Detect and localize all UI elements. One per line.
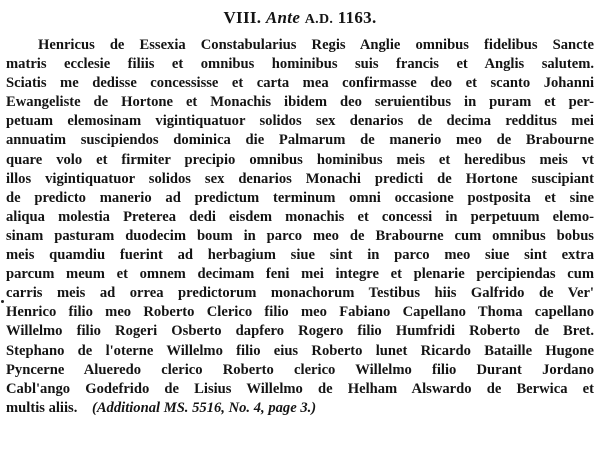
text-line: aliqua molestia Preterea dedi eisdem monachis et concessi in perpetuum elemo- xyxy=(6,208,594,225)
text-line: Ewangeliste de Hortone et Monachis ibidem deo seruientibus in puram et per- xyxy=(6,94,594,111)
charter-number: VIII. xyxy=(223,8,262,27)
charter-heading xyxy=(0,8,600,28)
date-ante: Ante xyxy=(265,8,301,27)
text-line: de predicto manerio ad predictum terminum omni occasione postposita et sine xyxy=(6,189,594,206)
text-line: sinam pasturam duodecim boum in parco meo de Brabourne cum omnibus bobus xyxy=(6,227,594,244)
text-line: Willelmo filio Rogeri Osberto dapfero Rogero filio Humfridi Roberto de Bret. xyxy=(6,323,594,340)
text-line: petuam elemosinam vigintiquatuor solidos sex denarios de decima redditus mei xyxy=(6,113,594,130)
text-line: Stephano de l'oterne Willelmo filio eius Roberto lunet Ricardo Bataille Hugone xyxy=(6,342,594,359)
text-line: Cabl'ango Godefrido de Lisius Willelmo de Helham Alswardo de Berwica et xyxy=(6,380,594,397)
text-line: annuatim suscipiendos dominica die Palmarum de manerio meo de Brabourne xyxy=(6,132,594,149)
text-line: Sciatis me dedisse concessisse et carta mea confirmasse deo et scanto Johanni xyxy=(6,75,594,92)
text-line: meis quamdiu fuerint ad herbagium siue sint in parco meo siue sint extra xyxy=(6,247,594,264)
text-line: illos vigintiquatuor solidos sex denarios Monachi predicti de Hortone suscipiant xyxy=(6,170,594,187)
margin-dot xyxy=(1,300,4,303)
text-line: carris meis ad orrea predictorum monachorum Testibus hiis Galfrido de Ver' xyxy=(6,285,594,302)
date-year: 1163. xyxy=(337,8,377,27)
text-line: quare volo et firmiter precipio omnibus hominibus meis et heredibus meis vt xyxy=(6,151,594,168)
text-line: Henricus de Essexia Constabularius Regis Anglie omnibus fidelibus Sancte xyxy=(38,37,594,53)
text-line: Henrico filio meo Roberto Clerico filio meo Fabiano Capellano Thoma capellano xyxy=(6,304,594,321)
charter-text xyxy=(6,36,594,418)
manuscript-citation: (Additional MS. 5516, No. 4, page 3.) xyxy=(91,399,317,416)
text-line-final xyxy=(6,399,594,418)
text-line: Pyncerne Alueredo clerico Roberto clerico Willelmo filio Durant Jordano xyxy=(6,361,594,378)
date-ad: A.D. xyxy=(304,12,334,27)
text-line: matris ecclesie filiis et omnibus hominibus suis francis et Anglis salutem. xyxy=(6,56,594,73)
text-line: parcum meum et omnem decimam feni mei integre et plenarie percipiendas cum xyxy=(6,266,594,283)
closing-words: multis aliis. xyxy=(6,399,78,416)
